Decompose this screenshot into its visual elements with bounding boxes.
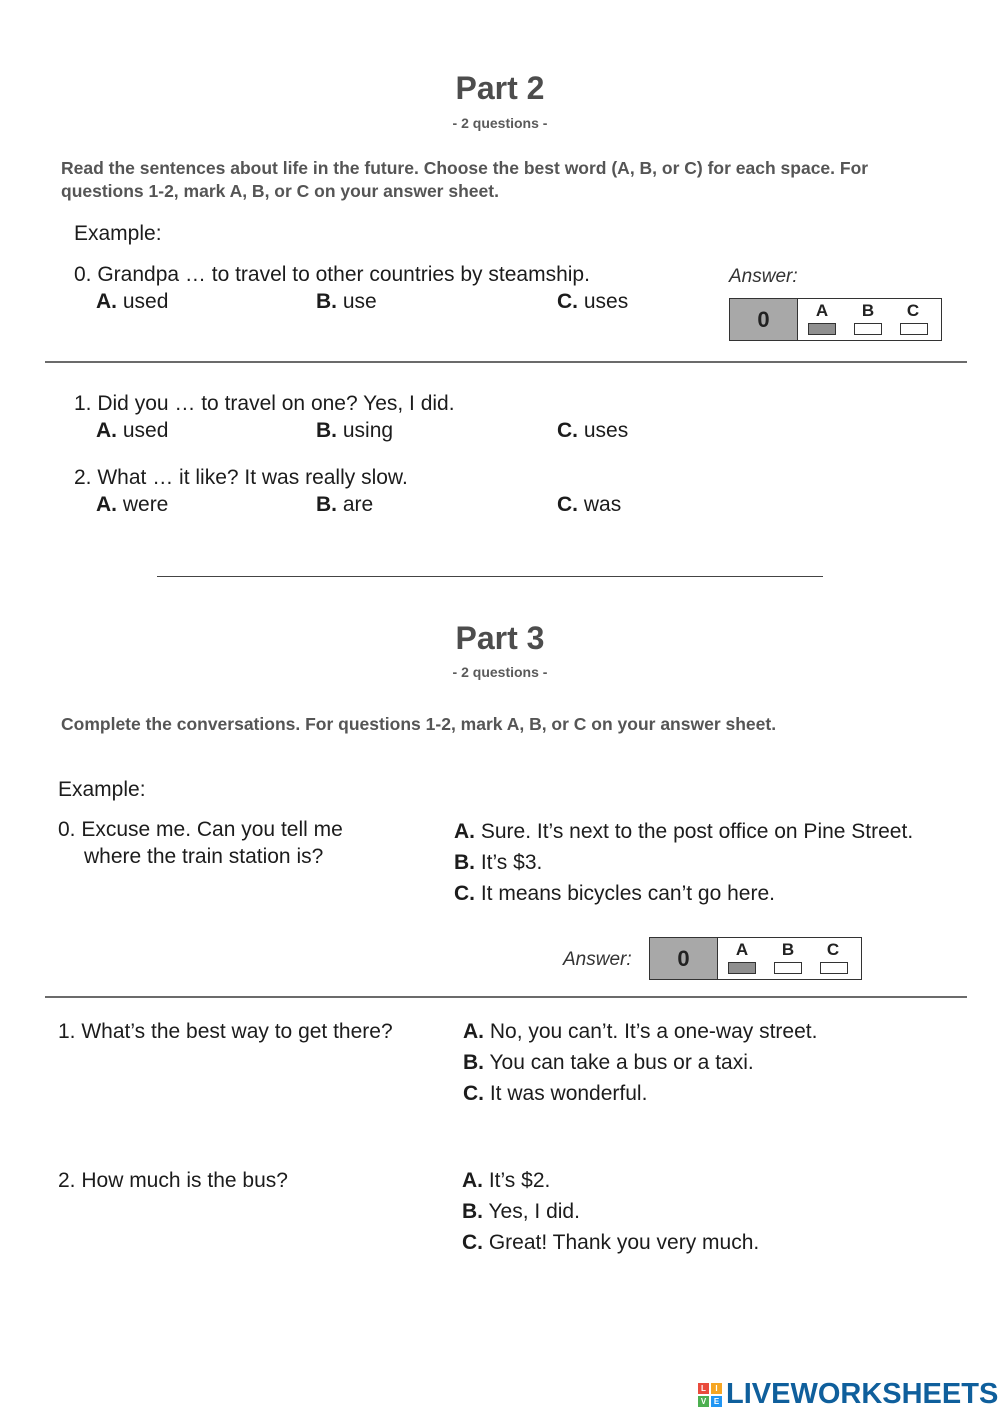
answer-bubble-a-filled: [808, 323, 836, 335]
part3-answer-label: Answer:: [563, 949, 632, 970]
part3-example-label: Example:: [58, 778, 146, 801]
part2-question-2: 2. What … it like? It was really slow.: [74, 466, 408, 489]
part3-answer-box: [649, 937, 862, 980]
logo-block-l: L: [698, 1383, 709, 1394]
part3-q2-option-a[interactable]: A. It’s $2.: [462, 1169, 551, 1192]
answer-number: 0: [650, 938, 718, 979]
answer-bubble-c: [820, 962, 848, 974]
part2-q2-option-a[interactable]: A. were: [96, 493, 169, 516]
answer-bubble-c: [900, 323, 928, 335]
part3-question-2: 2. How much is the bus?: [58, 1169, 288, 1192]
part3-example-option-c: C. It means bicycles can’t go here.: [454, 882, 775, 905]
part2-q1-option-a[interactable]: A. used: [96, 419, 169, 442]
part3-example-question-line2: where the train station is?: [84, 845, 324, 868]
part3-example-question-line1: 0. Excuse me. Can you tell me: [58, 818, 343, 841]
part2-answer-box: [729, 298, 942, 341]
answer-letter-c: C: [906, 301, 920, 320]
answer-letter-b: B: [861, 301, 875, 320]
answer-number: 0: [730, 299, 798, 340]
part2-divider: [45, 361, 967, 363]
part3-q2-option-b[interactable]: B. Yes, I did.: [462, 1200, 580, 1223]
part2-example-label: Example:: [74, 222, 162, 245]
part3-example-option-a: A. Sure. It’s next to the post office on Pine Street.: [454, 820, 914, 843]
part3-title: Part 3: [455, 620, 545, 656]
part2-example-option-a: A. used: [96, 290, 169, 313]
part3-q2-option-c[interactable]: C. Great! Thank you very much.: [462, 1231, 760, 1254]
part3-q1-option-a[interactable]: A. No, you can’t. It’s a one-way street.: [463, 1020, 818, 1043]
part2-question-1: 1. Did you … to travel on one? Yes, I did.: [74, 392, 455, 415]
logo-blocks-icon: [698, 1383, 722, 1407]
part3-instructions: Complete the conversations. For questions 1-2, mark A, B, or C on your answer sheet.: [61, 714, 777, 734]
part2-q2-option-c[interactable]: C. was: [557, 493, 622, 516]
answer-letter-b: B: [781, 940, 795, 959]
answer-bubble-a-filled: [728, 962, 756, 974]
answer-letter-a: A: [735, 940, 749, 959]
part2-answer-label: Answer:: [729, 266, 798, 287]
part3-q1-option-c[interactable]: C. It was wonderful.: [463, 1082, 648, 1105]
part3-divider: [45, 996, 967, 998]
part2-subtitle: - 2 questions -: [452, 115, 548, 131]
part3-example-option-b: B. It’s $3.: [454, 851, 543, 874]
answer-letter-a: A: [815, 301, 829, 320]
part3-question-1: 1. What’s the best way to get there?: [58, 1020, 393, 1043]
part2-example-option-b: B. use: [316, 290, 377, 313]
logo-block-v: V: [698, 1396, 709, 1407]
liveworksheets-logo[interactable]: [698, 1378, 998, 1411]
part2-title: Part 2: [455, 70, 545, 106]
part3-subtitle: - 2 questions -: [452, 664, 548, 680]
part2-example-question: 0. Grandpa … to travel to other countries by steamship.: [74, 263, 590, 286]
part3-q1-option-b[interactable]: B. You can take a bus or a taxi.: [463, 1051, 754, 1074]
section-divider: [157, 576, 823, 577]
part2-example-option-c: C. uses: [557, 290, 629, 313]
logo-brand-text: LIVEWORKSHEETS: [726, 1378, 999, 1410]
part2-instructions: Read the sentences about life in the future. Choose the best word (A, B, or C) for each space. For questions 1-2, mark A, B, or C on your answer sheet.: [61, 158, 869, 201]
part2-q1-option-b[interactable]: B. using: [316, 419, 394, 442]
logo-block-e: E: [711, 1396, 722, 1407]
answer-bubble-b: [854, 323, 882, 335]
part2-q2-option-b[interactable]: B. are: [316, 493, 374, 516]
part2-q1-option-c[interactable]: C. uses: [557, 419, 629, 442]
logo-block-i: I: [711, 1383, 722, 1394]
answer-letter-c: C: [826, 940, 840, 959]
answer-bubble-b: [774, 962, 802, 974]
